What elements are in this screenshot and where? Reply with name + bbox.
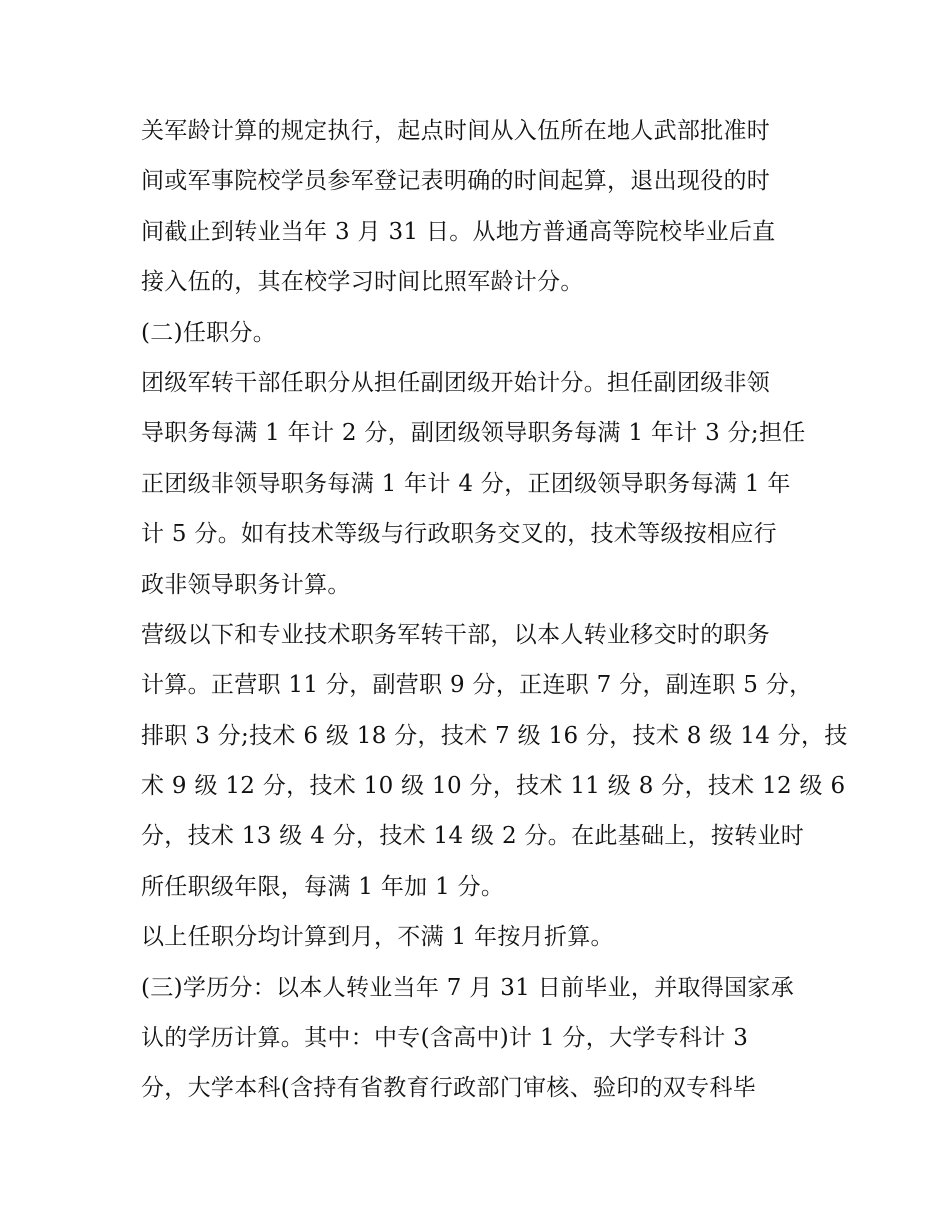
text-line: 术 9 级 12 分，技术 10 级 10 分，技术 11 级 8 分，技术 12 级 6	[141, 773, 846, 800]
text-line: 团级军转干部任职分从担任副团级开始计分。担任副团级非领	[141, 369, 771, 396]
text-line: 间截止到转业当年 3 月 31 日。从地方普通高等院校毕业后直	[141, 218, 776, 245]
text-line: 认的学历计算。其中：中专(含高中)计 1 分，大学专科计 3	[141, 1025, 749, 1052]
document-body	[141, 106, 848, 1114]
section-heading: (二)任职分。	[141, 319, 277, 346]
text-line: 计算。正营职 11 分，副营职 9 分，正连职 7 分，副连职 5 分，	[141, 672, 813, 699]
section-heading: (三)学历分：以本人转业当年 7 月 31 日前毕业，并取得国家承	[141, 974, 794, 1001]
text-line: 正团级非领导职务每满 1 年计 4 分，正团级领导职务每满 1 年	[141, 470, 791, 497]
text-line: 营级以下和专业技术职务军转干部，以本人转业移交时的职务	[141, 621, 771, 648]
text-line: 分，大学本科(含持有省教育行政部门审核、验印的双专科毕	[141, 1075, 757, 1102]
text-line: 接入伍的，其在校学习时间比照军龄计分。	[141, 269, 584, 296]
text-line: 间或军事院校学员参军登记表明确的时间起算，退出现役的时	[141, 168, 771, 195]
text-line: 以上任职分均计算到月，不满 1 年按月折算。	[141, 924, 614, 951]
text-line: 政非领导职务计算。	[141, 571, 351, 598]
text-line: 分，技术 13 级 4 分，技术 14 级 2 分。在此基础上，按转业时	[141, 823, 805, 850]
text-line: 导职务每满 1 年计 2 分，副团级领导职务每满 1 年计 3 分;担任	[141, 420, 806, 447]
text-line: 关军龄计算的规定执行，起点时间从入伍所在地人武部批准时	[141, 118, 771, 144]
text-line: 所任职级年限，每满 1 年加 1 分。	[141, 873, 505, 900]
text-line: 排职 3 分;技术 6 级 18 分，技术 7 级 16 分，技术 8 级 14 分，技	[141, 722, 848, 749]
text-line: 计 5 分。如有技术等级与行政职务交叉的，技术等级按相应行	[141, 521, 777, 548]
